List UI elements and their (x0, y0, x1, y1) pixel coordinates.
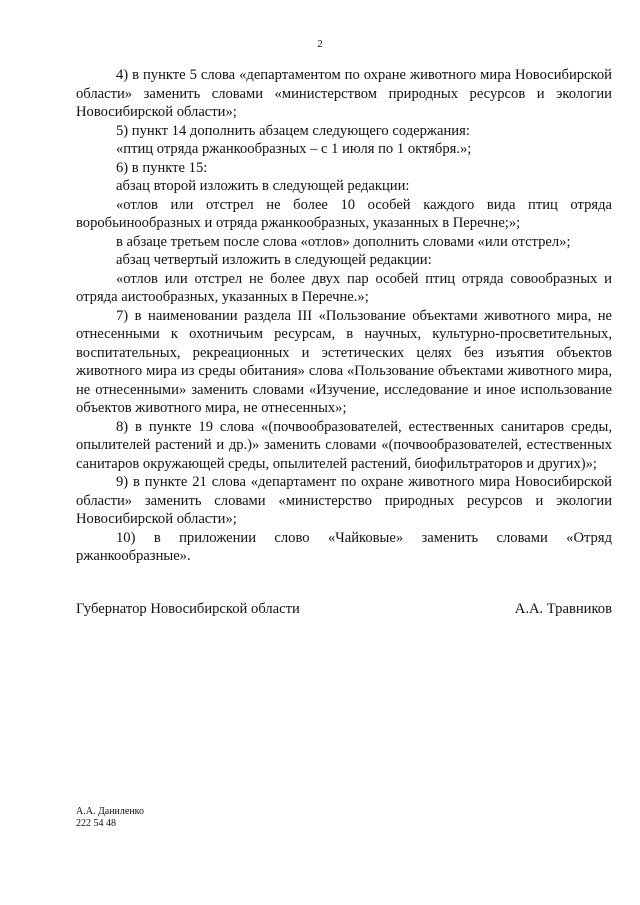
executor-phone: 222 54 48 (76, 818, 116, 829)
paragraph-quote-2: «отлов или отстрел не более 10 особей каждого вида птиц отряда воробьинообразных и отряда ржанкообразных, указанных в Перечне;»; (76, 196, 612, 231)
paragraph-item-10: 10) в приложении слово «Чайковые» заменить словами «Отряд ржанкообразные». (76, 529, 612, 564)
paragraph-item-9: 9) в пункте 21 слова «департамент по охране животного мира Новосибирской области» заменить словами «министерство природных ресурсов и экологии Новосибирской области»; (76, 474, 612, 527)
executor-name: А.А. Даниленко (76, 806, 145, 817)
signature-block (76, 600, 612, 618)
paragraph-item-8: 8) в пункте 19 слова «(почвообразователей, естественных санитаров среды, опылителей растений и др.)» заменить словами «(почвообразователей, естественных санитаров окружающей среды, опылителей растений, биофильтраторов и других)»; (76, 418, 612, 472)
paragraph-item-4: 4) в пункте 5 слова «департаментом по охране животного мира Новосибирской области» заменить словами «министерством природных ресурсов и экологии Новосибирской области»; (76, 67, 612, 120)
paragraph-item-5: 5) пункт 14 дополнить абзацем следующего содержания: (116, 122, 470, 139)
document-body (76, 66, 612, 566)
signatory-name: А.А. Травников (514, 601, 612, 617)
paragraph-subitem-4: абзац четвертый изложить в следующей редакции: (116, 252, 432, 268)
paragraph-quote-4: «отлов или отстрел не более двух пар особей птиц отряда совообразных и отряда аистообразных, указанных в Перечне.»; (76, 270, 612, 305)
executor-info (76, 806, 144, 830)
paragraph-item-6: 6) в пункте 15: (116, 159, 208, 176)
paragraph-quote-14: «птиц отряда ржанкообразных – с 1 июля по 1 октября.»; (116, 141, 472, 157)
page-number: 2 (317, 38, 323, 50)
paragraph-subitem-3: в абзаце третьем после слова «отлов» дополнить словами «или отстрел»; (116, 233, 571, 250)
paragraph-subitem-2: абзац второй изложить в следующей редакции: (116, 178, 410, 194)
signatory-position: Губернатор Новосибирской области (76, 601, 300, 617)
paragraph-item-7: 7) в наименовании раздела III «Пользование объектами животного мира, не отнесенными к охотничьим ресурсам, в научных, культурно-просветительных, воспитательных, рекреационных и эстетических целях без изъятия объектов животного мира из среды обитания» слова «Пользование объектами животного мира, не отнесенными» заменить словами «Изучение, исследование и иное использование объектов животного мира, не отнесенных»; (76, 307, 612, 416)
